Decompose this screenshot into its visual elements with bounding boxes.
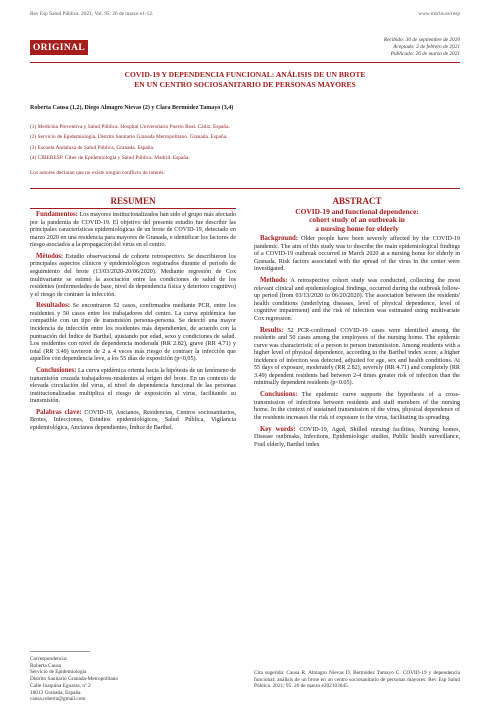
correspondence-line: Distrito Sanitario Granada-Metropolitano bbox=[30, 676, 118, 683]
resultados-label: Resultados: bbox=[36, 302, 70, 310]
correspondence-line: 18013 Granada, España bbox=[30, 689, 81, 696]
abstract-subtitle-line-1: COVID-19 and functional dependence: bbox=[295, 207, 419, 216]
results-text: 52 PCR-confirmed COVID-19 cases were identified among the residents and 50 cases among the employees of the nursing home. The epidemic curve was characteristic of a person to person transmission. Among residents with a higher level of physical dependence, according to the Barthel index score, a higher incidence of infection was detected, adjusted for age, sex and health conditions. At 55 days of exposure, moderately (RR 2.82), severely (RR 4.71) and completely (RR 3.49) dependent residents had between 2-4 times greater risk of infection than the minimally dependent residents (p<0.05). bbox=[254, 327, 461, 387]
abstract-subtitle-line-2: cohort study of an outbreak in bbox=[309, 215, 405, 225]
resumen-heading: RESUMEN bbox=[30, 196, 236, 209]
authors: Roberta Causa (1,2), Diego Almagro Nievas (2) y Clara Bermúdez Tamayo (3,4) bbox=[30, 105, 234, 111]
background-text: Older people have been severely affected by the COVID-19 pandemic. The aim of this study was to describe the main epidemiological findings of a COVID-19 outbreak occurred in March 2020 at a nursing home for elderly in Granada. Risk factors associated with the spread of the virus in the center were investigated. bbox=[254, 236, 460, 273]
conclusiones-text: La curva epidémica orienta hacia la hipótesis de un fenómeno de transmisión cruzada trabajadores-residentes al origen del brote. En un contexto de elevada circulación del virus, el nivel de dependencia funcional de las personas institucionalizadas multiplica el riesgo de exposición al virus, facilitando su transmisión. bbox=[30, 367, 236, 405]
resumen-column bbox=[30, 196, 236, 436]
palabras-text: COVID-19, Ancianos, Residencias, Centros sociosanitarios, Brotes, Infecciones, Estudios epidemiológicos, Salud Pública, Vigilancia epidemiológica, Ancianos dependientes, Índice de Barthel. bbox=[30, 409, 236, 431]
correspondence-line: Roberta Causa bbox=[30, 662, 62, 669]
published-date: Publicado: 26 de marzo de 2021 bbox=[390, 51, 460, 57]
correspondence-line: Correspondencia: bbox=[30, 656, 68, 662]
abstract-subtitle bbox=[254, 208, 460, 233]
abstract-conclusions bbox=[254, 391, 460, 422]
article-title bbox=[30, 70, 460, 90]
resumen-metodos bbox=[30, 253, 236, 299]
correspondence-line: Servicio de Epidemiología bbox=[30, 669, 87, 676]
abstract-column bbox=[254, 196, 460, 452]
suggested-citation: Cita sugerida: Causa R, Almagro Nievas D, Bermúdez Tamayo C. COVID-19 y dependencia funcional: análisis de un brote en un centro sociosanitario de personas mayores. Rev Esp Salud Pública. 2021; 95: 26 de marzo e202103045. bbox=[254, 670, 460, 690]
keywords-text: COVID-19, Aged, Skilled nursing facilities, Nursing homes, Disease outbreaks, Infections, Epidemiologic studies, Public health surveillance, Frail elderly, Barthel index bbox=[254, 426, 461, 448]
conclusions-label: Conclusions: bbox=[260, 391, 298, 399]
title-line-2: EN UN CENTRO SOCIOSANITARIO DE PERSONAS MAYORES bbox=[134, 80, 356, 89]
accepted-date: Aceptado: 2 de febrero de 2021 bbox=[393, 44, 460, 50]
resumen-palabras-clave bbox=[30, 409, 236, 433]
background-label: Background: bbox=[260, 235, 299, 243]
abstract-keywords bbox=[254, 426, 460, 450]
affiliation-item: (4) CIBERESP. Ciber de Epidemiología y Salud Pública. Madrid. España. bbox=[30, 154, 190, 161]
abstract-results bbox=[254, 327, 460, 388]
running-header bbox=[30, 11, 460, 17]
abstract-methods bbox=[254, 277, 460, 323]
resumen-conclusiones bbox=[30, 367, 236, 406]
results-label: Results: bbox=[260, 326, 284, 334]
body-rule bbox=[30, 188, 460, 189]
conclusions-text: The epidemic curve supports the hypothesis of a cross-transmission of infections between residents and staff members of the nursing home. In the context of sustained transmission of the virus, physical dependence of the residents increases the risk of exposure to the virus, facilitating its spreading. bbox=[254, 392, 460, 421]
resumen-fundamentos bbox=[30, 211, 236, 250]
received-date: Recibido: 30 de septiembre de 2020 bbox=[383, 37, 460, 43]
correspondence-email[interactable]: causa.roberta@gmail.com bbox=[30, 696, 86, 703]
resultados-text: Se encontraron 52 casos, confirmados mediante PCR, entre los residentes y 50 casos entre los trabajadores del centro. La curva epidémica fue compatible con un tipo de transmisión persona-persona. Se detectó una mayor incidencia de infección entre los residentes más dependientes, de acuerdo con la puntuación del Índice de Barthel, ajustando por edad, sexo y condiciones de salud. Los residentes con nivel de dependencia moderada (RR 2.82), grave (RR 4.71) y total (RR 3.49) tuvieron de 2 a 4 veces más riesgo de contraer la infección que aquellos con dependencia leve, a los 55 días de exposición (p<0,05). bbox=[30, 303, 236, 363]
section-badge: ORIGINAL bbox=[30, 40, 88, 55]
palabras-label: Palabras clave: bbox=[36, 408, 82, 416]
article-dates bbox=[384, 37, 460, 58]
abstract-subtitle-line-3: a nursing home for elderly bbox=[315, 223, 399, 233]
keywords-label: Key words: bbox=[260, 425, 296, 433]
correspondence-block bbox=[30, 656, 230, 703]
abstract-heading: ABSTRACT bbox=[332, 196, 382, 206]
affiliation-item: (3) Escuela Andaluza de Salud Pública. Granada. España. bbox=[30, 144, 155, 151]
title-line-1: COVID-19 Y DEPENDENCIA FUNCIONAL: ANÁLISIS DE UN BROTE bbox=[124, 70, 366, 79]
header-rule bbox=[30, 62, 460, 63]
methods-text: A retrospective cohort study was conducted, collecting the most relevant clinical and epidemiological findings, occurred during the outbreak follow-up period (from 03/13/2020 to 06/20/2020). The association between the residents' health conditions (underlying diseases, level of physical dependence, level of cognitive impairment) and the risk of infection was estimated using multivariate Cox regression. bbox=[254, 278, 461, 322]
journal-line: Rev Esp Salud Pública. 2021; Vol. 95: 26 de marzo e1-12. bbox=[30, 11, 154, 17]
conflict-statement: Los autores declaran que no existe ningún conflicto de interés. bbox=[30, 170, 165, 176]
resumen-resultados bbox=[30, 302, 236, 363]
correspondence-line: Calle Joaquina Eguaras, nº 2 bbox=[30, 682, 91, 689]
affiliation-item: (1) Medicina Preventiva y Salud Pública. Hospital Universitario Puerto Real. Cádiz. España. bbox=[30, 124, 230, 130]
conclusiones-label: Conclusiones: bbox=[36, 366, 77, 374]
abstract-background bbox=[254, 235, 460, 274]
fundamentos-label: Fundamentos: bbox=[36, 211, 78, 218]
affiliation-item: (2) Servicio de Epidemiología. Distrito Sanitario Granada Metropolitano. Granada. España. bbox=[30, 134, 228, 141]
methods-label: Methods: bbox=[260, 277, 288, 285]
metodos-label: Métodos: bbox=[36, 252, 64, 260]
affiliations bbox=[30, 122, 460, 163]
footer-rule bbox=[30, 651, 90, 652]
metodos-text: Estudio observacional de cohorte retrospectivo. Se describieron los principales aspectos clínicos y epidemiológicos registrados durante el periodo de seguimiento del brote (13/03/2020-20/06/2020). Mediante regresión de Cox multivariante se estimó la asociación entre las condiciones de salud de los residentes (enfermedades de base, nivel de dependencia física y deterioro cognitivo) y el riesgo de contraer la infección. bbox=[30, 253, 236, 298]
journal-url[interactable]: www.mscbs.es/resp bbox=[418, 11, 460, 17]
fundamentos-text: Los mayores institucionalizados han sido el grupo más afectado por la pandemia de COVID-19. El objetivo del presente estudio fue describir las principales características epidemiológicas de un brote de COVID-19, detectado en marzo 2020 en una residencia para mayores de Granada, e identificar los factores de riesgo asociados a la propagación del virus en el centro. bbox=[30, 212, 236, 249]
